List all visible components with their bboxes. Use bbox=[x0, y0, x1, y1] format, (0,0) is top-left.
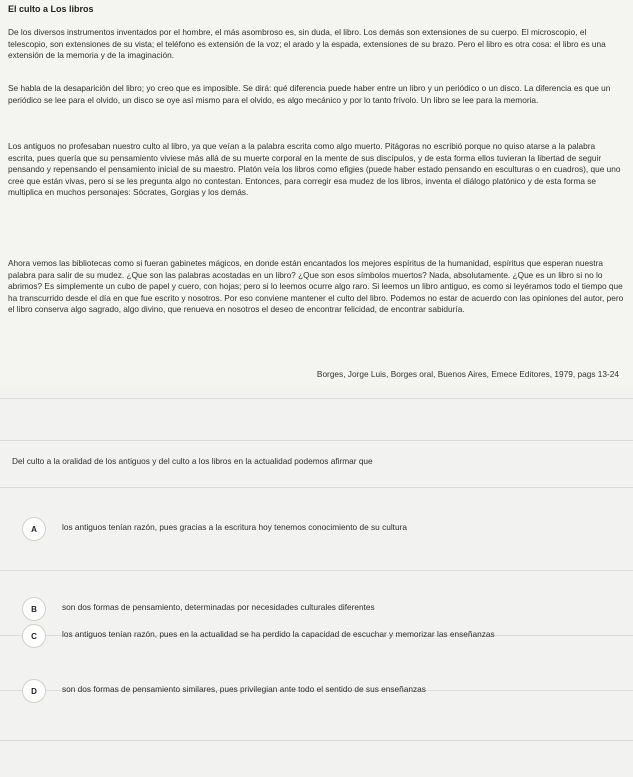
passage-citation: Borges, Jorge Luis, Borges oral, Buenos Aires, Emece Editores, 1979, pags 13-24 bbox=[316, 369, 619, 379]
question-prompt: Del culto a la oralidad de los antiguos y del culto a los libros en la actualidad podemos afirmar que bbox=[12, 456, 373, 466]
divider bbox=[0, 570, 633, 571]
option-letter-badge[interactable]: D bbox=[22, 679, 46, 703]
passage-title: El culto a Los libros bbox=[8, 4, 94, 14]
divider bbox=[0, 740, 633, 741]
divider bbox=[0, 440, 633, 441]
passage-paragraph-3: Los antiguos no profesaban nuestro culto al libro, ya que veían a la palabra escrita como algo muerto. Pitágoras no escribió porque no quiso atarse a la palabra escrita, pues quería que su pensamiento viviese más allá de su muerte corporal en la mente de sus discípulos, y de esta forma ellos tuvieran la libertad de seguir pensando y repensando el pensamiento inicial de su maestro. Platón veía los libros como efigies (puede haber estado pensando en esculturas o en cuadros), que uno cree que están vivas, pero si se les pregunta algo no contestan. Entonces, para corregir esa mudez de los libros, inventa el diálogo platónico y de esta forma se multiplica en muchos personajes: Sócrates, Gorgias y los demás. bbox=[8, 141, 621, 198]
answer-option-c[interactable] bbox=[12, 612, 621, 656]
passage-paragraph-4: Ahora vemos las bibliotecas como si fueran gabinetes mágicos, en donde están encantados los mejores espíritus de la humanidad, espíritus que esperan nuestra palabra para salir de su mudez. ¿Que son las palabras acostadas en un libro? ¿Que son esos símbolos muertos? Nada, absolutamente. ¿Que es un libro si no lo abrimos? Es simplemente un cubo de papel y cuero, con hojas; pero si lo leemos ocurre algo raro. Si leemos un libro antiguo, es como si leyéramos todo el tiempo que ha transcurrido desde el día en que fue escrito y nosotros. Por eso conviene mantener el culto del libro. Podemos no estar de acuerdo con las opiniones del autor, pero el libro conserva algo sagrado, algo divino, que renueva en nosotros el deseo de encontrar felicidad, de encontrar sabiduría. bbox=[8, 258, 624, 315]
divider bbox=[0, 398, 633, 399]
option-letter-badge[interactable]: B bbox=[22, 597, 46, 621]
reading-passage bbox=[0, 0, 633, 388]
passage-paragraph-2: Se habla de la desaparición del libro; yo creo que es imposible. Se dirá: qué diferencia puede haber entre un libro y un periódico o un disco. La diferencia es que un periódico se lee para el olvido, un disco se oye así mismo para el olvido, es algo mecánico y por lo tanto frívolo. Un libro se lee para la memoria. bbox=[8, 83, 611, 105]
answer-option-d[interactable] bbox=[12, 667, 621, 711]
option-letter-badge[interactable]: C bbox=[22, 624, 46, 648]
option-text: los antiguos tenían razón, pues en la actualidad se ha perdido la capacidad de escuchar y memorizar las enseñanzas bbox=[62, 629, 495, 639]
divider bbox=[0, 487, 633, 488]
option-text: son dos formas de pensamiento similares, pues privilegian ante todo el sentido de sus enseñanzas bbox=[62, 684, 426, 694]
option-letter-badge[interactable]: A bbox=[22, 517, 46, 541]
option-text: los antiguos tenían razón, pues gracias a la escritura hoy tenemos conocimiento de su cultura bbox=[62, 522, 407, 532]
passage-paragraph-1: De los diversos instrumentos inventados por el hombre, el más asombroso es, sin duda, el libro. Los demás son extensiones de su cuerpo. El microscopio, el telescopio, son extensiones de su vista; el teléfono es extensión de la voz; el arado y la espada, extensiones de su brazo. Pero el libro es otra cosa: el libro es una extensión de la memoria y de la imaginación. bbox=[8, 27, 606, 61]
answer-option-a[interactable] bbox=[12, 505, 621, 549]
option-text: son dos formas de pensamiento, determinadas por necesidades culturales diferentes bbox=[62, 602, 375, 612]
